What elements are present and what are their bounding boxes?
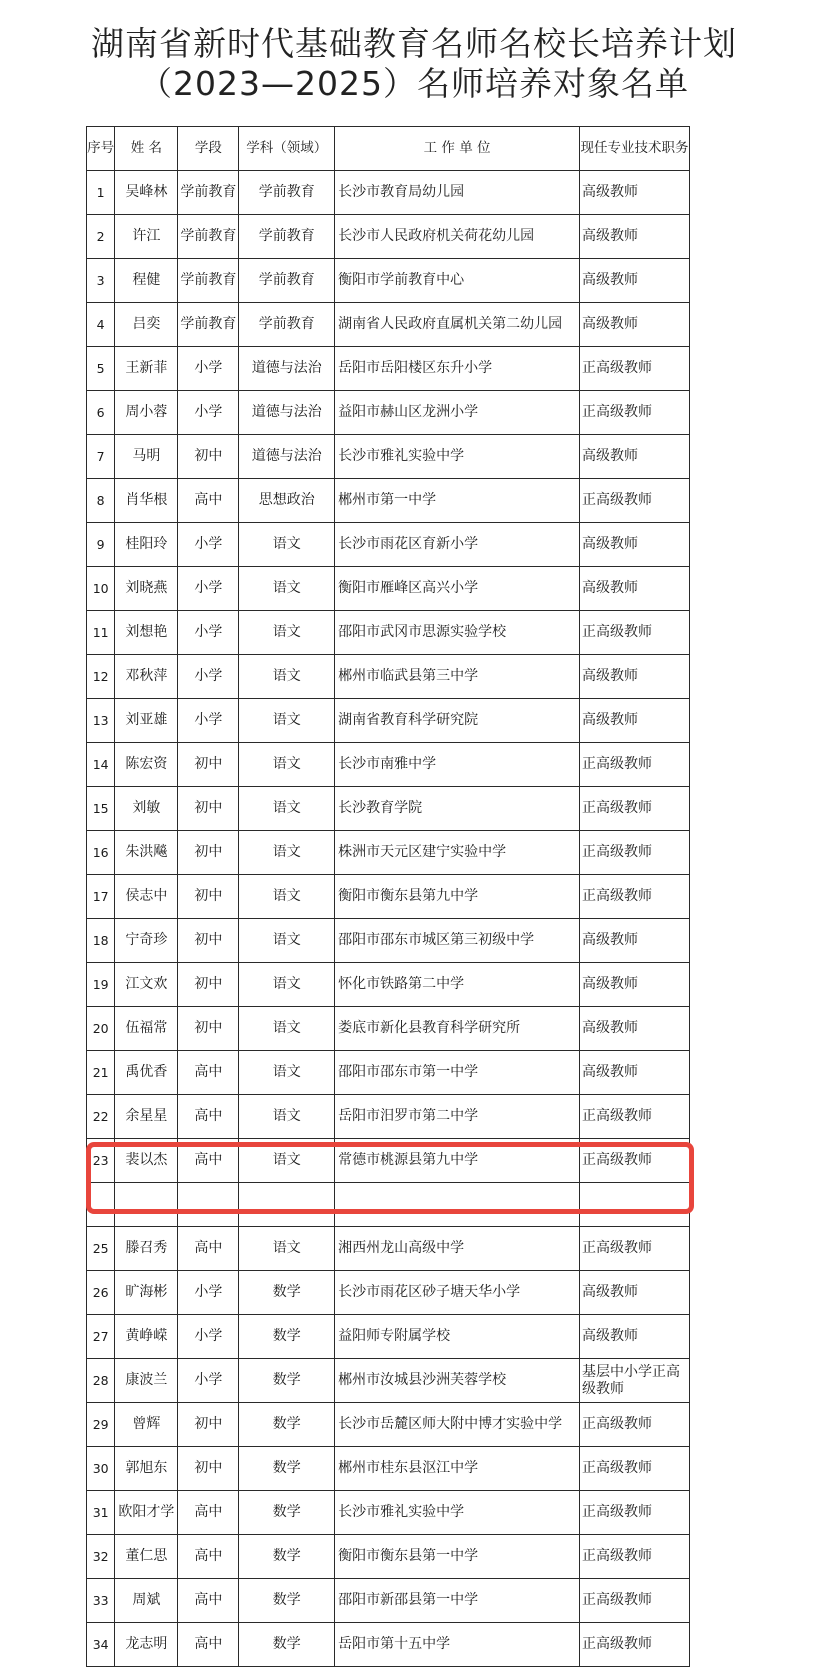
cell-title: 高级教师 [580,1051,690,1095]
cell-title: 正高级教师 [580,391,690,435]
table-row [87,1359,690,1403]
cell-name: 刘亚雄 [115,699,178,743]
cell-title: 高级教师 [580,963,690,1007]
cell-subject: 语文 [239,919,335,963]
cell-no: 6 [87,391,115,435]
cell-title: 基层中小学正高级教师 [580,1359,690,1403]
cell-subject: 数学 [239,1535,335,1579]
cell-no: 25 [87,1227,115,1271]
cell-subject: 数学 [239,1359,335,1403]
cell-unit: 岳阳市岳阳楼区东升小学 [335,347,580,391]
cell-no: 20 [87,1007,115,1051]
cell-stage: 初中 [178,919,239,963]
cell-title: 正高级教师 [580,1403,690,1447]
table-row [87,435,690,479]
cell-unit: 长沙教育学院 [335,787,580,831]
cell-stage: 小学 [178,1359,239,1403]
cell-title: 正高级教师 [580,875,690,919]
cell-no: 29 [87,1403,115,1447]
cell-name: 龙志明 [115,1623,178,1667]
cell-unit: 长沙市南雅中学 [335,743,580,787]
cell-title: 高级教师 [580,1271,690,1315]
table-row [87,1315,690,1359]
cell-no [87,1183,115,1227]
header-title: 现任专业技术职务 [580,127,690,171]
cell-stage: 小学 [178,655,239,699]
cell-stage: 高中 [178,1491,239,1535]
cell-subject: 数学 [239,1271,335,1315]
cell-no: 33 [87,1579,115,1623]
cell-no: 9 [87,523,115,567]
cell-title: 高级教师 [580,699,690,743]
cell-stage: 高中 [178,1095,239,1139]
cell-stage: 小学 [178,699,239,743]
cell-unit: 郴州市第一中学 [335,479,580,523]
table-row [87,699,690,743]
table-row [87,831,690,875]
cell-name: 周小蓉 [115,391,178,435]
header-unit: 工 作 单 位 [335,127,580,171]
cell-subject: 学前教育 [239,215,335,259]
cell-name: 董仁思 [115,1535,178,1579]
cell-subject: 语文 [239,611,335,655]
cell-stage: 高中 [178,1139,239,1183]
cell-name: 禹优香 [115,1051,178,1095]
cell-no: 26 [87,1271,115,1315]
header-subject: 学科（领域） [239,127,335,171]
cell-title: 高级教师 [580,567,690,611]
cell-stage: 高中 [178,1535,239,1579]
cell-no: 31 [87,1491,115,1535]
cell-stage: 初中 [178,963,239,1007]
cell-unit: 益阳市赫山区龙洲小学 [335,391,580,435]
cell-name: 邓秋萍 [115,655,178,699]
cell-no: 2 [87,215,115,259]
cell-stage: 学前教育 [178,215,239,259]
roster-table [86,126,690,1667]
cell-stage: 高中 [178,1623,239,1667]
cell-stage: 小学 [178,1271,239,1315]
cell-no: 34 [87,1623,115,1667]
cell-subject: 数学 [239,1315,335,1359]
cell-name: 陈宏资 [115,743,178,787]
cell-title: 高级教师 [580,171,690,215]
cell-name: 伍福常 [115,1007,178,1051]
cell-subject: 学前教育 [239,259,335,303]
cell-stage: 小学 [178,523,239,567]
table-row [87,1403,690,1447]
cell-unit: 岳阳市汨罗市第二中学 [335,1095,580,1139]
cell-stage: 初中 [178,1007,239,1051]
table-row [87,1095,690,1139]
cell-unit: 益阳师专附属学校 [335,1315,580,1359]
cell-unit: 岳阳市第十五中学 [335,1623,580,1667]
cell-name: 桂阳玲 [115,523,178,567]
cell-stage: 学前教育 [178,259,239,303]
cell-subject: 语文 [239,523,335,567]
cell-no: 22 [87,1095,115,1139]
cell-subject: 语文 [239,875,335,919]
cell-name: 宁奇珍 [115,919,178,963]
cell-unit: 怀化市铁路第二中学 [335,963,580,1007]
cell-unit: 长沙市人民政府机关荷花幼儿园 [335,215,580,259]
table-row [87,523,690,567]
cell-title: 高级教师 [580,259,690,303]
cell-no: 11 [87,611,115,655]
table-row [87,171,690,215]
cell-title: 正高级教师 [580,1095,690,1139]
cell-stage: 高中 [178,1579,239,1623]
table-row [87,1535,690,1579]
cell-stage: 小学 [178,567,239,611]
cell-name: 吕奕 [115,303,178,347]
cell-no: 5 [87,347,115,391]
cell-title: 高级教师 [580,919,690,963]
cell-title: 正高级教师 [580,1623,690,1667]
table-row [87,1623,690,1667]
cell-title: 高级教师 [580,303,690,347]
cell-no: 28 [87,1359,115,1403]
table-row [87,1139,690,1183]
cell-stage: 初中 [178,875,239,919]
cell-name: 周斌 [115,1579,178,1623]
cell-unit: 长沙市雨花区育新小学 [335,523,580,567]
cell-title: 高级教师 [580,435,690,479]
cell-name: 郭旭东 [115,1447,178,1491]
cell-name: 余星星 [115,1095,178,1139]
cell-name: 肖华根 [115,479,178,523]
cell-subject: 语文 [239,1227,335,1271]
cell-unit: 长沙市雅礼实验中学 [335,1491,580,1535]
cell-name: 黄峥嵘 [115,1315,178,1359]
cell-no: 16 [87,831,115,875]
cell-subject: 语文 [239,963,335,1007]
cell-no: 14 [87,743,115,787]
cell-unit: 湖南省人民政府直属机关第二幼儿园 [335,303,580,347]
cell-name: 程健 [115,259,178,303]
cell-title: 正高级教师 [580,1139,690,1183]
cell-subject: 数学 [239,1403,335,1447]
cell-no: 15 [87,787,115,831]
table-row [87,1271,690,1315]
cell-subject: 语文 [239,1139,335,1183]
cell-subject: 数学 [239,1491,335,1535]
cell-name: 刘敏 [115,787,178,831]
header-no: 序号 [87,127,115,171]
cell-unit: 常德市桃源县第九中学 [335,1139,580,1183]
table-row [87,787,690,831]
cell-title: 高级教师 [580,1007,690,1051]
cell-name: 康波兰 [115,1359,178,1403]
cell-subject: 语文 [239,743,335,787]
cell-stage [178,1183,239,1227]
table-header-row [87,127,690,171]
cell-stage: 高中 [178,479,239,523]
cell-name: 朱洪飚 [115,831,178,875]
cell-subject: 数学 [239,1579,335,1623]
table-row [87,391,690,435]
cell-name: 刘晓燕 [115,567,178,611]
cell-no: 21 [87,1051,115,1095]
cell-subject: 语文 [239,655,335,699]
cell-stage: 高中 [178,1227,239,1271]
cell-title: 正高级教师 [580,787,690,831]
cell-no: 3 [87,259,115,303]
cell-subject: 语文 [239,787,335,831]
cell-unit: 湘西州龙山高级中学 [335,1227,580,1271]
table-row [87,875,690,919]
cell-stage: 初中 [178,1447,239,1491]
cell-title: 高级教师 [580,655,690,699]
cell-subject: 语文 [239,567,335,611]
table-row [87,259,690,303]
cell-stage: 高中 [178,1051,239,1095]
cell-no: 4 [87,303,115,347]
cell-no: 27 [87,1315,115,1359]
cell-subject: 学前教育 [239,171,335,215]
cell-name: 裴以杰 [115,1139,178,1183]
cell-name: 欧阳才学 [115,1491,178,1535]
table-row [87,963,690,1007]
cell-title: 正高级教师 [580,347,690,391]
cell-name: 吴峰林 [115,171,178,215]
cell-unit: 邵阳市邵东市城区第三初级中学 [335,919,580,963]
cell-subject: 语文 [239,1051,335,1095]
cell-no: 32 [87,1535,115,1579]
cell-name: 王新菲 [115,347,178,391]
cell-unit: 邵阳市武冈市思源实验学校 [335,611,580,655]
cell-no: 7 [87,435,115,479]
cell-stage: 初中 [178,1403,239,1447]
cell-stage: 初中 [178,787,239,831]
cell-title: 高级教师 [580,215,690,259]
cell-name: 旷海彬 [115,1271,178,1315]
cell-unit: 郴州市桂东县沤江中学 [335,1447,580,1491]
cell-stage: 初中 [178,435,239,479]
cell-name: 马明 [115,435,178,479]
table-row [87,347,690,391]
cell-no: 13 [87,699,115,743]
cell-unit: 衡阳市雁峰区高兴小学 [335,567,580,611]
cell-stage: 学前教育 [178,303,239,347]
cell-unit [335,1183,580,1227]
cell-title [580,1183,690,1227]
cell-stage: 小学 [178,347,239,391]
cell-title: 高级教师 [580,523,690,567]
cell-unit: 长沙市雅礼实验中学 [335,435,580,479]
cell-no: 10 [87,567,115,611]
table-row [87,303,690,347]
cell-name: 侯志中 [115,875,178,919]
cell-title: 正高级教师 [580,831,690,875]
table-row [87,1007,690,1051]
cell-no: 1 [87,171,115,215]
table-row [87,1491,690,1535]
header-name: 姓 名 [115,127,178,171]
cell-title: 正高级教师 [580,1447,690,1491]
cell-title: 正高级教师 [580,1535,690,1579]
cell-subject: 道德与法治 [239,391,335,435]
cell-title: 正高级教师 [580,479,690,523]
cell-subject [239,1183,335,1227]
table-row [87,1183,690,1227]
table-row [87,1447,690,1491]
cell-unit: 衡阳市衡东县第九中学 [335,875,580,919]
table-row [87,611,690,655]
table-body [87,171,690,1667]
cell-unit: 娄底市新化县教育科学研究所 [335,1007,580,1051]
cell-stage: 初中 [178,831,239,875]
cell-subject: 学前教育 [239,303,335,347]
cell-stage: 小学 [178,611,239,655]
table-row [87,1579,690,1623]
cell-no: 19 [87,963,115,1007]
cell-stage: 学前教育 [178,171,239,215]
cell-subject: 语文 [239,831,335,875]
cell-title: 正高级教师 [580,1579,690,1623]
table-row [87,567,690,611]
cell-name: 许江 [115,215,178,259]
cell-stage: 小学 [178,391,239,435]
cell-no: 17 [87,875,115,919]
cell-unit: 衡阳市衡东县第一中学 [335,1535,580,1579]
cell-name [115,1183,178,1227]
cell-no: 8 [87,479,115,523]
table-row [87,1227,690,1271]
cell-subject: 语文 [239,1095,335,1139]
table-row [87,743,690,787]
cell-title: 正高级教师 [580,1227,690,1271]
cell-title: 高级教师 [580,1315,690,1359]
cell-title: 正高级教师 [580,743,690,787]
cell-stage: 初中 [178,743,239,787]
cell-no: 18 [87,919,115,963]
cell-subject: 语文 [239,1007,335,1051]
table-row [87,655,690,699]
cell-subject: 数学 [239,1623,335,1667]
cell-subject: 语文 [239,699,335,743]
cell-unit: 长沙市岳麓区师大附中博才实验中学 [335,1403,580,1447]
cell-no: 12 [87,655,115,699]
cell-name: 曾辉 [115,1403,178,1447]
cell-unit: 郴州市临武县第三中学 [335,655,580,699]
cell-subject: 道德与法治 [239,435,335,479]
cell-title: 正高级教师 [580,1491,690,1535]
document-subtitle: （2023—2025）名师培养对象名单 [139,64,689,103]
cell-unit: 株洲市天元区建宁实验中学 [335,831,580,875]
cell-unit: 郴州市汝城县沙洲芙蓉学校 [335,1359,580,1403]
cell-unit: 长沙市教育局幼儿园 [335,171,580,215]
cell-unit: 湖南省教育科学研究院 [335,699,580,743]
cell-subject: 数学 [239,1447,335,1491]
cell-unit: 邵阳市新邵县第一中学 [335,1579,580,1623]
header-stage: 学段 [178,127,239,171]
cell-name: 江文欢 [115,963,178,1007]
cell-unit: 长沙市雨花区砂子塘天华小学 [335,1271,580,1315]
cell-subject: 道德与法治 [239,347,335,391]
cell-stage: 小学 [178,1315,239,1359]
cell-name: 滕召秀 [115,1227,178,1271]
table-row [87,1051,690,1095]
cell-no: 30 [87,1447,115,1491]
cell-subject: 思想政治 [239,479,335,523]
cell-unit: 衡阳市学前教育中心 [335,259,580,303]
cell-title: 正高级教师 [580,611,690,655]
table-row [87,479,690,523]
table-row [87,215,690,259]
document-title: 湖南省新时代基础教育名师名校长培养计划 [91,24,737,63]
cell-name: 刘想艳 [115,611,178,655]
table-row [87,919,690,963]
cell-unit: 邵阳市邵东市第一中学 [335,1051,580,1095]
cell-no: 23 [87,1139,115,1183]
